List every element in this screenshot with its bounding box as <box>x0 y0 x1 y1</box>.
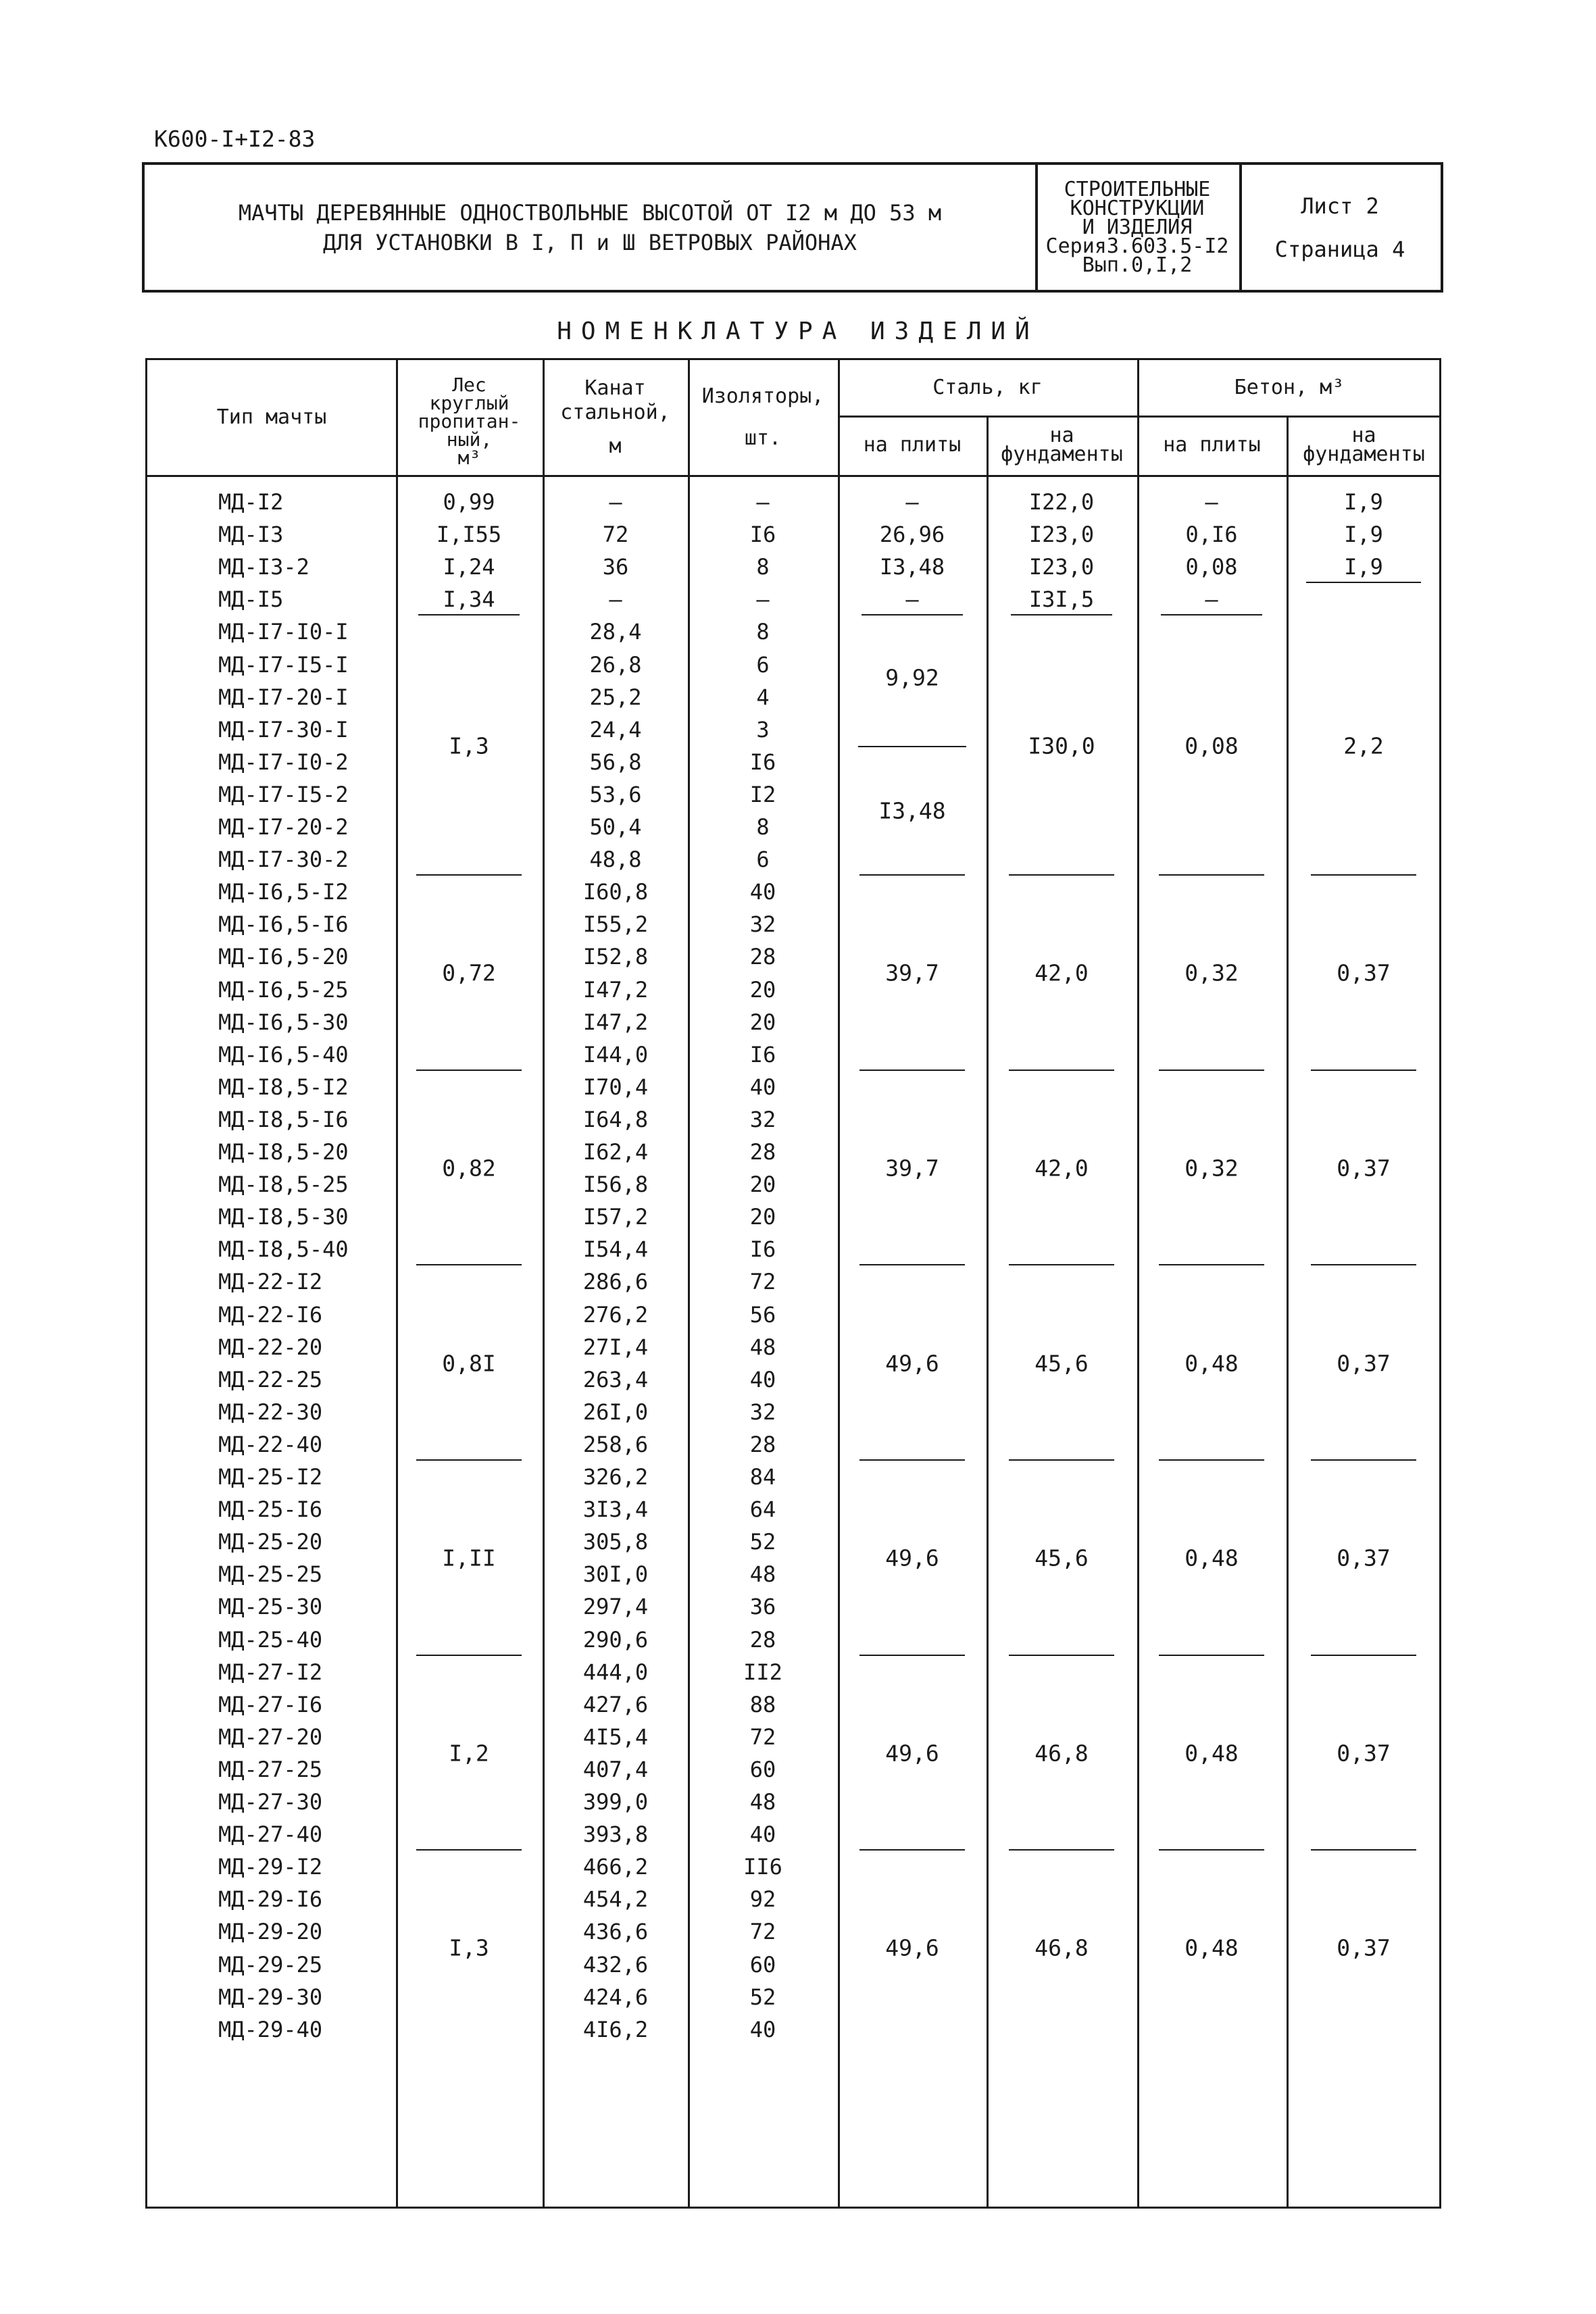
cell-ins: 88 <box>749 1691 776 1717</box>
cell-ins: 4 <box>756 684 770 710</box>
cell-ins: 48 <box>749 1561 776 1588</box>
mast-type: МД-I6,5-25 <box>218 976 349 1003</box>
cell-ins: II2 <box>743 1659 782 1685</box>
cell-ins: 28 <box>749 944 776 970</box>
group-steel-plates: 49,6 <box>885 1740 939 1767</box>
mast-type: МД-22-25 <box>218 1366 323 1392</box>
col-line <box>396 360 398 2207</box>
mast-type: МД-I7-20-I <box>218 684 349 710</box>
col-header-wood: Лес круглый пропитан- ный, м³ <box>418 373 521 469</box>
cell-ins: 52 <box>749 1529 776 1555</box>
sheet-number: Лист 2 <box>1301 193 1379 219</box>
underline <box>418 614 520 615</box>
cell-rope: 26,8 <box>589 651 642 678</box>
cell-rope: I57,2 <box>582 1204 649 1230</box>
cell-ins: 20 <box>749 1009 776 1035</box>
group-steel-found: 42,0 <box>1034 1155 1089 1182</box>
series-line-2: КОНСТРУКЦИИ <box>1070 196 1205 220</box>
group-conc-found: 0,37 <box>1337 1740 1391 1767</box>
cell-ins: 6 <box>756 847 770 873</box>
cell-ins: 40 <box>749 1074 776 1100</box>
mast-type: МД-I3 <box>218 522 284 548</box>
cell-wood: I,I55 <box>436 522 502 548</box>
mast-type: МД-I6,5-40 <box>218 1041 349 1067</box>
cell-rope: I47,2 <box>582 1009 649 1035</box>
cell-steel-found: I22,0 <box>1028 489 1095 515</box>
group-conc-plates: 0,48 <box>1184 1934 1239 1961</box>
cell-ins: 48 <box>749 1334 776 1360</box>
cell-steel-plates: – <box>905 586 919 613</box>
cell-conc-found: I,9 <box>1344 489 1383 515</box>
cell-rope: 393,8 <box>582 1821 649 1848</box>
mast-type: МД-I5 <box>218 586 284 613</box>
underline <box>1306 582 1421 583</box>
mast-type: МД-22-30 <box>218 1399 323 1425</box>
cell-rope: 28,4 <box>589 619 642 645</box>
cell-rope: 53,6 <box>589 781 642 807</box>
cell-wood: 0,99 <box>443 489 495 515</box>
cell-ins: 36 <box>749 1594 776 1620</box>
mast-type: МД-29-25 <box>218 1951 323 1978</box>
cell-rope: 26I,0 <box>582 1399 649 1425</box>
mast-type: МД-22-20 <box>218 1334 323 1360</box>
group-separator <box>1009 874 1114 876</box>
mast-type: МД-25-I2 <box>218 1464 323 1490</box>
sheet-cell <box>1239 165 1441 290</box>
mast-type: МД-27-30 <box>218 1789 323 1815</box>
group-steel-found: 42,0 <box>1034 959 1089 986</box>
underline <box>858 746 966 747</box>
mast-type: МД-I8,5-30 <box>218 1204 349 1230</box>
mast-type: МД-22-I2 <box>218 1269 323 1295</box>
group-separator <box>1311 1849 1416 1851</box>
mast-type: МД-I6,5-20 <box>218 944 349 970</box>
mast-type: МД-I7-30-2 <box>218 847 349 873</box>
mast-type: МД-I8,5-40 <box>218 1236 349 1263</box>
group-conc-found: 0,37 <box>1337 1934 1391 1961</box>
mast-type: МД-I6,5-I2 <box>218 879 349 905</box>
mast-type: МД-25-25 <box>218 1561 323 1588</box>
group-steel-plates: 39,7 <box>885 959 939 986</box>
cell-rope: 27I,4 <box>582 1334 649 1360</box>
cell-ins: 8 <box>756 554 770 580</box>
cell-rope: 50,4 <box>589 814 642 840</box>
mast-type: МД-I7-I5-I <box>218 651 349 678</box>
col-line <box>543 360 545 2207</box>
group-conc-plates: 0,08 <box>1184 732 1239 759</box>
cell-rope: I64,8 <box>582 1106 649 1132</box>
group-separator <box>416 1459 522 1461</box>
cell-rope: I52,8 <box>582 944 649 970</box>
cell-wood: I,24 <box>443 554 495 580</box>
cell-rope: 263,4 <box>582 1366 649 1392</box>
group-wood: 0,82 <box>442 1155 496 1182</box>
mast-type: МД-29-40 <box>218 2016 323 2042</box>
cell-rope: I62,4 <box>582 1139 649 1165</box>
group-conc-found: 0,37 <box>1337 1350 1391 1377</box>
col-line <box>987 418 989 2207</box>
mast-type: МД-27-25 <box>218 1756 323 1782</box>
group-separator <box>1159 1459 1264 1461</box>
mast-type: МД-I7-I0-2 <box>218 749 349 775</box>
document-code: К600-I+I2-83 <box>154 126 316 152</box>
group-separator <box>1311 1070 1416 1071</box>
group-separator <box>416 1849 522 1851</box>
group-steel-plates: 9,92 <box>885 664 939 691</box>
group-separator <box>1009 1070 1114 1071</box>
cell-ins: 72 <box>749 1269 776 1295</box>
cell-ins: 40 <box>749 1821 776 1848</box>
cell-rope: 444,0 <box>582 1659 649 1685</box>
group-separator <box>859 1459 965 1461</box>
mast-type: МД-I7-I0-I <box>218 619 349 645</box>
col-header-steel: Сталь, кг <box>932 376 1043 399</box>
mast-type: МД-22-40 <box>218 1431 323 1457</box>
group-steel-plates: 39,7 <box>885 1155 939 1182</box>
table-title: НОМЕНКЛАТУРА ИЗДЕЛИЙ <box>557 318 1039 345</box>
cell-wood: I,34 <box>443 586 495 613</box>
cell-conc-plates: – <box>1205 489 1218 515</box>
mast-type: МД-I7-20-2 <box>218 814 349 840</box>
cell-rope: I56,8 <box>582 1172 649 1198</box>
mast-type: МД-I8,5-I2 <box>218 1074 349 1100</box>
header-bottom-line <box>147 475 1441 477</box>
cell-steel-plates: 26,96 <box>879 522 945 548</box>
series-line-4: Серия3.603.5-I2 <box>1045 234 1229 258</box>
cell-rope: – <box>609 489 622 515</box>
cell-rope: 72 <box>602 522 629 548</box>
mast-type: МД-I6,5-30 <box>218 1009 349 1035</box>
group-steel-plates: I3,48 <box>878 797 946 824</box>
group-conc-plates: 0,48 <box>1184 1350 1239 1377</box>
mast-type: МД-I7-I5-2 <box>218 781 349 807</box>
group-separator <box>1311 874 1416 876</box>
cell-rope: 24,4 <box>589 716 642 743</box>
cell-ins: 40 <box>749 1366 776 1392</box>
mast-type: МД-I7-30-I <box>218 716 349 743</box>
series-cell <box>1035 165 1242 290</box>
nomenclature-table <box>145 358 1441 2209</box>
cell-steel-found: I23,0 <box>1028 554 1095 580</box>
group-conc-found: 2,2 <box>1343 732 1384 759</box>
cell-rope: 36 <box>602 554 629 580</box>
cell-rope: I55,2 <box>582 911 649 938</box>
cell-ins: 32 <box>749 1399 776 1425</box>
col-header-steel-plates: на плиты <box>863 433 962 457</box>
cell-rope: 4I6,2 <box>582 2016 649 2042</box>
cell-ins: 56 <box>749 1301 776 1328</box>
series-line-3: И ИЗДЕЛИЯ <box>1082 215 1193 239</box>
group-separator <box>859 1070 965 1071</box>
cell-ins: 40 <box>749 879 776 905</box>
group-separator <box>1159 1849 1264 1851</box>
cell-ins: 20 <box>749 976 776 1003</box>
cell-ins: 20 <box>749 1172 776 1198</box>
mast-type: МД-29-20 <box>218 1919 323 1945</box>
group-steel-plates: 49,6 <box>885 1350 939 1377</box>
col-header-concrete: Бетон, м³ <box>1234 376 1345 399</box>
group-wood: I,3 <box>449 1934 489 1961</box>
col-line <box>1137 360 1139 2207</box>
cell-rope: 56,8 <box>589 749 642 775</box>
group-wood: 0,72 <box>442 959 496 986</box>
group-separator <box>1311 1655 1416 1656</box>
col-header-concrete-foundations: на фундаменты <box>1303 424 1425 466</box>
cell-rope: 399,0 <box>582 1789 649 1815</box>
mast-type: МД-29-30 <box>218 1984 323 2010</box>
mast-type: МД-25-20 <box>218 1529 323 1555</box>
cell-ins: 20 <box>749 1204 776 1230</box>
mast-type: МД-25-40 <box>218 1626 323 1653</box>
title-line-1: МАЧТЫ ДЕРЕВЯННЫЕ ОДНОСТВОЛЬНЫЕ ВЫСОТОЙ ОТ I2 м ДО 53 м <box>238 199 942 226</box>
col-header-steel-foundations: на фундаменты <box>1001 424 1123 466</box>
cell-ins: I6 <box>749 1041 776 1067</box>
group-separator <box>1159 874 1264 876</box>
cell-ins: 60 <box>749 1756 776 1782</box>
group-steel-found: 45,6 <box>1034 1544 1089 1571</box>
group-separator <box>1009 1459 1114 1461</box>
mast-type: МД-I3-2 <box>218 554 309 580</box>
group-conc-plates: 0,32 <box>1184 959 1239 986</box>
group-steel-plates: 49,6 <box>885 1934 939 1961</box>
cell-ins: 92 <box>749 1886 776 1913</box>
cell-rope: 258,6 <box>582 1431 649 1457</box>
cell-ins: 32 <box>749 1106 776 1132</box>
cell-ins: I6 <box>749 749 776 775</box>
cell-ins: – <box>756 586 770 613</box>
group-separator <box>1159 1655 1264 1656</box>
cell-rope: 286,6 <box>582 1269 649 1295</box>
group-conc-found: 0,37 <box>1337 1155 1391 1182</box>
group-conc-plates: 0,32 <box>1184 1155 1239 1182</box>
underline <box>1161 614 1262 615</box>
cell-rope: I44,0 <box>582 1041 649 1067</box>
cell-rope: 4I5,4 <box>582 1724 649 1750</box>
cell-rope: I54,4 <box>582 1236 649 1263</box>
col-line <box>838 360 840 2207</box>
cell-rope: 297,4 <box>582 1594 649 1620</box>
series-line-1: СТРОИТЕЛЬНЫЕ <box>1064 177 1211 201</box>
mast-type: МД-25-30 <box>218 1594 323 1620</box>
mast-type: МД-27-I6 <box>218 1691 323 1717</box>
cell-rope: 466,2 <box>582 1854 649 1880</box>
group-separator <box>1311 1459 1416 1461</box>
group-separator <box>859 1655 965 1656</box>
cell-rope: I47,2 <box>582 976 649 1003</box>
cell-ins: 32 <box>749 911 776 938</box>
group-wood: I,2 <box>449 1740 489 1767</box>
cell-ins: 8 <box>756 814 770 840</box>
cell-ins: 48 <box>749 1789 776 1815</box>
cell-steel-found: I3I,5 <box>1028 586 1095 613</box>
group-separator <box>1009 1264 1114 1265</box>
cell-rope: I60,8 <box>582 879 649 905</box>
group-steel-found: I30,0 <box>1028 732 1095 759</box>
cell-rope: 48,8 <box>589 847 642 873</box>
cell-ins: I2 <box>749 781 776 807</box>
col-header-type: Тип мачты <box>216 405 327 429</box>
col-header-insulators: Изоляторы, шт. <box>701 384 824 450</box>
underline <box>862 614 963 615</box>
cell-rope: 276,2 <box>582 1301 649 1328</box>
cell-ins: 28 <box>749 1431 776 1457</box>
title-block <box>142 162 1443 293</box>
cell-rope: 30I,0 <box>582 1561 649 1588</box>
cell-ins: 72 <box>749 1919 776 1945</box>
cell-ins: 64 <box>749 1496 776 1523</box>
mast-type: МД-25-I6 <box>218 1496 323 1523</box>
cell-ins: – <box>756 489 770 515</box>
cell-rope: 427,6 <box>582 1691 649 1717</box>
group-steel-found: 46,8 <box>1034 1740 1089 1767</box>
group-separator <box>859 1264 965 1265</box>
mast-type: МД-I8,5-I6 <box>218 1106 349 1132</box>
cell-rope: 407,4 <box>582 1756 649 1782</box>
cell-ins: II6 <box>743 1854 782 1880</box>
group-wood: I,3 <box>449 732 489 759</box>
cell-rope: 432,6 <box>582 1951 649 1978</box>
mast-type: МД-22-I6 <box>218 1301 323 1328</box>
group-separator <box>1009 1849 1114 1851</box>
group-steel-plates: 49,6 <box>885 1544 939 1571</box>
group-steel-found: 45,6 <box>1034 1350 1089 1377</box>
cell-ins: 84 <box>749 1464 776 1490</box>
group-conc-plates: 0,48 <box>1184 1544 1239 1571</box>
cell-ins: 28 <box>749 1626 776 1653</box>
cell-ins: 72 <box>749 1724 776 1750</box>
col-line <box>1287 418 1289 2207</box>
group-separator <box>859 874 965 876</box>
group-separator <box>416 1655 522 1656</box>
cell-conc-plates: 0,08 <box>1185 554 1238 580</box>
cell-rope: 424,6 <box>582 1984 649 2010</box>
cell-ins: 28 <box>749 1139 776 1165</box>
group-separator <box>1159 1070 1264 1071</box>
group-steel-found: 46,8 <box>1034 1934 1089 1961</box>
series-line-5: Вып.0,I,2 <box>1082 253 1193 277</box>
mast-type: МД-I8,5-25 <box>218 1172 349 1198</box>
col-header-rope: Канат стальной, м <box>560 376 670 458</box>
group-separator <box>416 874 522 876</box>
mast-type: МД-I6,5-I6 <box>218 911 349 938</box>
underline <box>1011 614 1112 615</box>
cell-ins: 52 <box>749 1984 776 2010</box>
cell-conc-found: I,9 <box>1344 522 1383 548</box>
group-separator <box>1311 1264 1416 1265</box>
mast-type: МД-I2 <box>218 489 284 515</box>
cell-rope: 326,2 <box>582 1464 649 1490</box>
group-conc-found: 0,37 <box>1337 1544 1391 1571</box>
cell-conc-plates: 0,I6 <box>1185 522 1238 548</box>
col-header-concrete-plates: на плиты <box>1163 433 1261 457</box>
mast-type: МД-27-40 <box>218 1821 323 1848</box>
group-wood: 0,8I <box>442 1350 496 1377</box>
group-conc-found: 0,37 <box>1337 959 1391 986</box>
cell-ins: 6 <box>756 651 770 678</box>
group-separator <box>1009 1655 1114 1656</box>
cell-conc-plates: – <box>1205 586 1218 613</box>
cell-ins: 3 <box>756 716 770 743</box>
mast-type: МД-29-I2 <box>218 1854 323 1880</box>
group-wood: I,II <box>442 1544 496 1571</box>
group-separator <box>1159 1264 1264 1265</box>
cell-ins: 40 <box>749 2016 776 2042</box>
cell-rope: 305,8 <box>582 1529 649 1555</box>
title-cell <box>145 165 1038 290</box>
cell-steel-plates: I3,48 <box>879 554 945 580</box>
mast-type: МД-27-20 <box>218 1724 323 1750</box>
page-number: Страница 4 <box>1274 236 1405 262</box>
cell-rope: – <box>609 586 622 613</box>
cell-rope: I70,4 <box>582 1074 649 1100</box>
col-line <box>688 360 690 2207</box>
cell-steel-found: I23,0 <box>1028 522 1095 548</box>
cell-rope: 436,6 <box>582 1919 649 1945</box>
cell-ins: I6 <box>749 522 776 548</box>
cell-conc-found: I,9 <box>1344 554 1383 580</box>
cell-rope: 290,6 <box>582 1626 649 1653</box>
group-separator <box>859 1849 965 1851</box>
cell-ins: 8 <box>756 619 770 645</box>
cell-rope: 25,2 <box>589 684 642 710</box>
mast-type: МД-29-I6 <box>218 1886 323 1913</box>
cell-steel-plates: – <box>905 489 919 515</box>
mast-type: МД-I8,5-20 <box>218 1139 349 1165</box>
cell-ins: I6 <box>749 1236 776 1263</box>
group-separator <box>416 1070 522 1071</box>
title-line-2: ДЛЯ УСТАНОВКИ В I, П и Ш ВЕТРОВЫХ РАЙОНАХ <box>323 229 857 255</box>
cell-rope: 3I3,4 <box>582 1496 649 1523</box>
cell-rope: 454,2 <box>582 1886 649 1913</box>
group-separator <box>416 1264 522 1265</box>
group-conc-plates: 0,48 <box>1184 1740 1239 1767</box>
cell-ins: 60 <box>749 1951 776 1978</box>
mast-type: МД-27-I2 <box>218 1659 323 1685</box>
